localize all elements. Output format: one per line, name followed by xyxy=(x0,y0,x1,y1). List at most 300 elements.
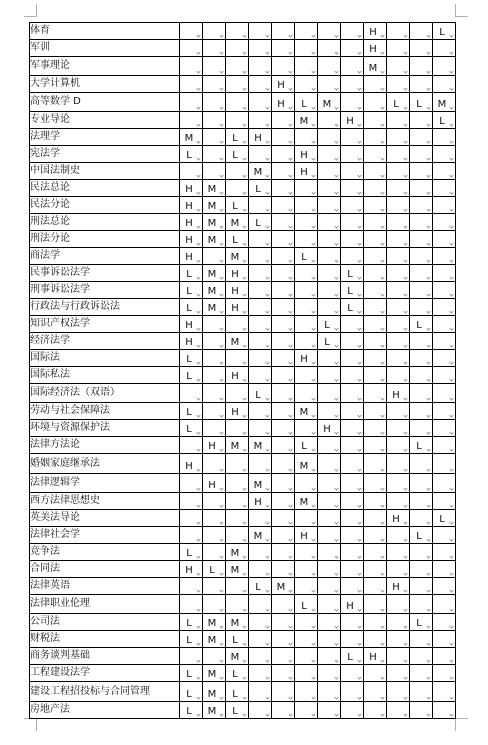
grade-cell xyxy=(203,197,226,214)
grade-cell xyxy=(364,648,387,665)
grade-cell xyxy=(249,702,272,719)
grade-cell xyxy=(318,112,341,129)
grade-mark xyxy=(304,677,308,678)
grade-cell xyxy=(364,510,387,527)
grade-mark xyxy=(373,260,377,261)
grade-mark: L xyxy=(186,618,192,629)
grade-cell xyxy=(272,57,295,76)
grade-cell xyxy=(180,93,203,112)
grade-cell xyxy=(318,367,341,384)
grade-cell xyxy=(249,265,272,282)
grade-cell xyxy=(387,180,410,197)
grade-mark xyxy=(281,158,285,159)
grade-mark: H xyxy=(185,320,193,331)
grade-mark xyxy=(396,52,400,53)
grade-mark: M xyxy=(230,548,240,559)
grade-cell xyxy=(387,282,410,299)
grade-mark xyxy=(350,432,354,433)
grade-cell xyxy=(272,350,295,367)
grade-cell xyxy=(249,665,272,682)
grade-mark xyxy=(327,556,331,557)
grade-cell xyxy=(226,76,249,93)
grade-mark xyxy=(396,260,400,261)
grade-mark xyxy=(373,107,377,108)
grade-mark xyxy=(235,539,239,540)
grade-mark: M xyxy=(253,441,263,452)
grade-cell xyxy=(364,129,387,146)
grade-cell xyxy=(387,510,410,527)
grade-mark: L xyxy=(416,441,422,452)
grade-cell xyxy=(295,420,318,437)
grade-cell xyxy=(226,561,249,578)
grade-cell xyxy=(295,527,318,544)
grade-cell xyxy=(341,437,364,454)
grade-cell xyxy=(226,93,249,112)
grade-cell xyxy=(180,316,203,333)
grade-mark xyxy=(442,432,446,433)
grade-cell xyxy=(364,23,387,40)
grade-cell xyxy=(203,614,226,631)
grade-cell xyxy=(318,437,341,454)
grade-mark xyxy=(419,209,423,210)
grade-cell xyxy=(364,231,387,248)
grade-mark xyxy=(212,660,216,661)
grade-cell xyxy=(410,578,433,595)
grade-mark xyxy=(304,556,308,557)
grade-mark xyxy=(304,311,308,312)
grade-mark xyxy=(396,35,400,36)
grade-mark xyxy=(189,488,193,489)
grade-cell xyxy=(387,561,410,578)
grade-mark xyxy=(373,522,377,523)
grade-mark xyxy=(327,158,331,159)
grade-cell xyxy=(203,682,226,702)
course-name-cell: 法律社会学 xyxy=(30,527,180,544)
grade-mark xyxy=(304,243,308,244)
grade-cell xyxy=(410,403,433,420)
grade-mark xyxy=(281,505,285,506)
grade-mark xyxy=(281,277,285,278)
grade-mark: H xyxy=(208,441,216,452)
grade-cell xyxy=(295,665,318,682)
grade-mark xyxy=(304,714,308,715)
grade-cell xyxy=(364,544,387,561)
grade-mark xyxy=(373,141,377,142)
grade-cell xyxy=(180,454,203,474)
grade-cell xyxy=(295,112,318,129)
table-row xyxy=(30,510,456,527)
grade-cell xyxy=(387,163,410,180)
grade-mark: M xyxy=(299,116,309,127)
grade-mark xyxy=(442,52,446,53)
grade-mark: L xyxy=(439,27,445,38)
grade-cell xyxy=(341,614,364,631)
table-row xyxy=(30,40,456,57)
grade-cell xyxy=(433,403,456,420)
grade-mark xyxy=(327,226,331,227)
grade-mark xyxy=(442,311,446,312)
grade-mark xyxy=(396,556,400,557)
grade-mark xyxy=(419,398,423,399)
grade-cell xyxy=(226,350,249,367)
grade-cell xyxy=(272,614,295,631)
grade-mark: L xyxy=(186,706,192,717)
grade-mark xyxy=(419,192,423,193)
grade-cell xyxy=(203,561,226,578)
grade-mark xyxy=(281,714,285,715)
grade-mark xyxy=(281,556,285,557)
table-row xyxy=(30,665,456,682)
grade-mark xyxy=(419,660,423,661)
grade-cell xyxy=(410,231,433,248)
grade-cell xyxy=(203,595,226,614)
grade-mark: L xyxy=(186,354,192,365)
grade-mark xyxy=(419,226,423,227)
grade-mark: H xyxy=(231,303,239,314)
grade-cell xyxy=(295,544,318,561)
grade-mark xyxy=(327,714,331,715)
grade-mark: H xyxy=(254,497,262,508)
grade-mark xyxy=(212,124,216,125)
grade-mark xyxy=(327,35,331,36)
grade-cell xyxy=(433,93,456,112)
grade-mark: L xyxy=(416,320,422,331)
grade-cell xyxy=(272,112,295,129)
grade-mark xyxy=(235,609,239,610)
grade-mark xyxy=(350,714,354,715)
grade-mark xyxy=(304,432,308,433)
grade-mark: H xyxy=(185,252,193,263)
grade-cell xyxy=(272,163,295,180)
grade-cell xyxy=(318,474,341,493)
grade-mark xyxy=(373,573,377,574)
grade-mark: L xyxy=(186,635,192,646)
grade-mark: H xyxy=(346,601,354,612)
grade-mark xyxy=(304,379,308,380)
grade-cell xyxy=(272,578,295,595)
course-name-cell: 军事理论 xyxy=(30,57,180,76)
grade-mark xyxy=(327,71,331,72)
grade-mark: L xyxy=(232,150,238,161)
grade-mark xyxy=(350,243,354,244)
grade-mark xyxy=(327,192,331,193)
grade-mark xyxy=(373,294,377,295)
grade-cell xyxy=(180,214,203,231)
grade-cell xyxy=(387,57,410,76)
grade-cell xyxy=(364,420,387,437)
grade-cell xyxy=(249,76,272,93)
grade-cell xyxy=(272,595,295,614)
grade-mark xyxy=(258,328,262,329)
grade-cell xyxy=(180,578,203,595)
grade-cell xyxy=(203,248,226,265)
grade-cell xyxy=(387,454,410,474)
grade-cell xyxy=(341,648,364,665)
grade-mark xyxy=(442,539,446,540)
grade-cell xyxy=(226,112,249,129)
grade-cell xyxy=(433,180,456,197)
grade-cell xyxy=(272,93,295,112)
grade-cell xyxy=(203,367,226,384)
grade-cell xyxy=(272,454,295,474)
grade-mark xyxy=(258,556,262,557)
grade-mark xyxy=(304,71,308,72)
table-row xyxy=(30,265,456,282)
grade-cell xyxy=(364,561,387,578)
grade-mark xyxy=(396,311,400,312)
grade-mark xyxy=(258,294,262,295)
grade-mark xyxy=(442,505,446,506)
grade-cell xyxy=(410,648,433,665)
grade-mark xyxy=(235,88,239,89)
grade-mark: M xyxy=(230,441,240,452)
grade-cell xyxy=(341,454,364,474)
grade-cell xyxy=(249,474,272,493)
grade-cell xyxy=(226,648,249,665)
grade-cell xyxy=(364,316,387,333)
grade-mark xyxy=(373,379,377,380)
grade-mark xyxy=(442,488,446,489)
course-name-cell: 国际经济法（双语） xyxy=(30,384,180,403)
grade-mark xyxy=(327,449,331,450)
course-name-cell: 法理学 xyxy=(30,129,180,146)
grade-mark xyxy=(350,449,354,450)
grade-mark xyxy=(327,277,331,278)
grade-mark xyxy=(212,432,216,433)
grade-cell xyxy=(387,316,410,333)
grade-cell xyxy=(203,648,226,665)
grade-mark xyxy=(235,71,239,72)
grade-cell xyxy=(249,648,272,665)
grade-mark xyxy=(281,260,285,261)
grade-cell xyxy=(387,702,410,719)
grade-mark xyxy=(304,345,308,346)
grade-mark xyxy=(281,328,285,329)
grade-cell xyxy=(226,146,249,163)
grade-cell xyxy=(180,493,203,510)
grade-cell xyxy=(433,510,456,527)
grade-cell xyxy=(180,299,203,316)
grade-mark xyxy=(258,714,262,715)
grade-cell xyxy=(249,282,272,299)
grade-cell xyxy=(318,180,341,197)
grade-mark xyxy=(373,328,377,329)
grade-mark xyxy=(258,52,262,53)
grade-mark xyxy=(327,243,331,244)
grade-mark xyxy=(212,362,216,363)
grade-cell xyxy=(410,129,433,146)
grade-mark: H xyxy=(369,652,377,663)
table-row xyxy=(30,631,456,648)
grade-mark xyxy=(327,141,331,142)
course-name-cell: 军训 xyxy=(30,40,180,57)
grade-cell xyxy=(180,648,203,665)
grade-cell xyxy=(249,180,272,197)
table-row xyxy=(30,614,456,631)
table-row xyxy=(30,420,456,437)
grade-cell xyxy=(410,214,433,231)
table-row xyxy=(30,76,456,93)
grade-cell xyxy=(364,76,387,93)
grade-cell xyxy=(364,493,387,510)
grade-mark xyxy=(396,124,400,125)
grade-mark xyxy=(373,626,377,627)
grade-mark xyxy=(258,626,262,627)
grade-mark: H xyxy=(369,27,377,38)
grade-mark xyxy=(258,88,262,89)
grade-mark xyxy=(327,415,331,416)
grade-mark: L xyxy=(186,303,192,314)
grade-cell xyxy=(203,544,226,561)
grade-cell xyxy=(433,231,456,248)
grade-mark xyxy=(281,345,285,346)
table-row xyxy=(30,384,456,403)
grade-cell xyxy=(364,248,387,265)
course-name-cell: 法律方法论 xyxy=(30,437,180,454)
grade-mark xyxy=(189,449,193,450)
grade-mark: L xyxy=(439,116,445,127)
grade-mark xyxy=(419,141,423,142)
grade-mark xyxy=(327,124,331,125)
grade-cell xyxy=(272,265,295,282)
grade-mark xyxy=(327,209,331,210)
grade-mark xyxy=(304,192,308,193)
table-row xyxy=(30,578,456,595)
course-name-cell: 法律逻辑学 xyxy=(30,474,180,493)
grade-cell xyxy=(341,527,364,544)
grade-cell xyxy=(226,403,249,420)
grade-mark xyxy=(396,539,400,540)
grade-mark xyxy=(327,260,331,261)
grade-mark xyxy=(281,522,285,523)
grade-cell xyxy=(410,57,433,76)
grade-mark xyxy=(442,590,446,591)
grade-mark xyxy=(350,141,354,142)
grade-cell xyxy=(318,403,341,420)
grade-mark xyxy=(396,609,400,610)
grade-cell xyxy=(410,367,433,384)
grade-mark xyxy=(212,88,216,89)
grade-mark xyxy=(212,609,216,610)
grade-cell xyxy=(318,631,341,648)
grade-mark xyxy=(350,415,354,416)
grade-cell xyxy=(203,578,226,595)
grade-cell xyxy=(295,146,318,163)
grade-cell xyxy=(318,76,341,93)
grade-cell xyxy=(387,146,410,163)
grade-cell xyxy=(226,163,249,180)
grade-mark xyxy=(281,209,285,210)
grade-mark xyxy=(304,697,308,698)
grade-cell xyxy=(433,527,456,544)
grade-mark xyxy=(419,590,423,591)
grade-cell xyxy=(226,23,249,40)
grade-cell xyxy=(295,702,318,719)
grade-cell xyxy=(318,578,341,595)
grade-mark: H xyxy=(300,354,308,365)
grade-mark xyxy=(442,626,446,627)
grade-cell xyxy=(180,146,203,163)
grade-cell xyxy=(364,93,387,112)
grade-cell xyxy=(180,544,203,561)
grade-cell xyxy=(410,420,433,437)
grade-mark xyxy=(373,209,377,210)
grade-cell xyxy=(387,665,410,682)
grade-mark xyxy=(396,243,400,244)
course-name-cell: 法律英语 xyxy=(30,578,180,595)
grade-cell xyxy=(410,561,433,578)
grade-mark: H xyxy=(346,116,354,127)
grade-cell xyxy=(226,367,249,384)
grade-cell xyxy=(433,265,456,282)
grade-cell xyxy=(410,454,433,474)
grade-cell xyxy=(364,578,387,595)
grade-mark xyxy=(442,209,446,210)
grade-cell xyxy=(249,544,272,561)
grade-cell xyxy=(249,595,272,614)
grade-cell xyxy=(433,214,456,231)
table-row xyxy=(30,112,456,129)
grade-mark xyxy=(396,626,400,627)
grade-cell xyxy=(249,112,272,129)
grade-cell xyxy=(226,316,249,333)
grade-mark: L xyxy=(347,303,353,314)
grade-cell xyxy=(272,384,295,403)
grade-mark xyxy=(235,398,239,399)
grade-mark: H xyxy=(300,150,308,161)
grade-cell xyxy=(295,493,318,510)
grade-cell xyxy=(272,197,295,214)
table-row xyxy=(30,197,456,214)
grade-mark xyxy=(373,277,377,278)
grade-cell xyxy=(180,180,203,197)
grade-cell xyxy=(203,76,226,93)
grade-mark: M xyxy=(207,669,217,680)
grade-mark: L xyxy=(301,601,307,612)
grade-cell xyxy=(226,595,249,614)
grade-cell xyxy=(249,493,272,510)
grade-mark: L xyxy=(209,565,215,576)
grade-mark xyxy=(235,432,239,433)
course-name-cell: 大学计算机 xyxy=(30,76,180,93)
grade-cell xyxy=(433,248,456,265)
grade-cell xyxy=(433,40,456,57)
course-name-cell: 知识产权法学 xyxy=(30,316,180,333)
grade-mark xyxy=(281,539,285,540)
grade-cell xyxy=(295,316,318,333)
grade-cell xyxy=(410,163,433,180)
grade-mark xyxy=(281,488,285,489)
grade-cell xyxy=(295,40,318,57)
grade-cell xyxy=(180,510,203,527)
grade-cell xyxy=(226,493,249,510)
table-row xyxy=(30,437,456,454)
grade-mark: L xyxy=(301,252,307,263)
grade-mark xyxy=(419,379,423,380)
grade-cell xyxy=(341,146,364,163)
grade-cell xyxy=(203,454,226,474)
grade-mark xyxy=(281,243,285,244)
grade-cell xyxy=(180,76,203,93)
grade-mark xyxy=(442,362,446,363)
grade-mark xyxy=(373,311,377,312)
grade-cell xyxy=(203,384,226,403)
grade-mark: L xyxy=(347,286,353,297)
grade-cell xyxy=(203,420,226,437)
grade-mark: M xyxy=(299,461,309,472)
table-row xyxy=(30,93,456,112)
grade-mark xyxy=(442,556,446,557)
